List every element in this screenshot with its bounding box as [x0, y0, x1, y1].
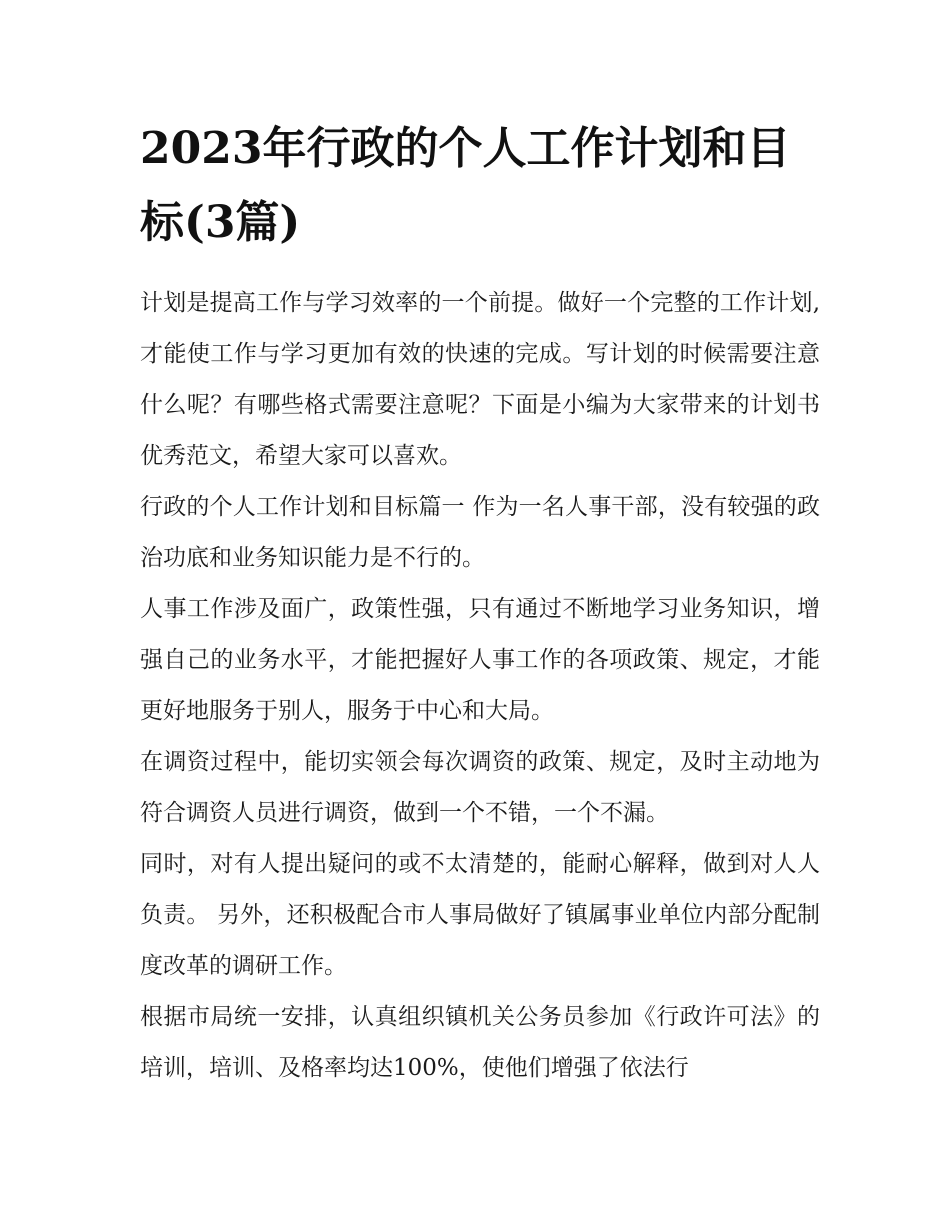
document-title: 2023年行政的个人工作计划和目标(3篇): [140, 123, 791, 248]
document-body: [140, 278, 820, 1094]
document-page: [140, 112, 820, 1094]
paragraph-salary-adjustment: 在调资过程中，能切实领会每次调资的政策、规定，及时主动地为符合调资人员进行调资，做到一个不错，一个不漏。: [140, 749, 820, 826]
paragraph-training: 根据市局统一安排，认真组织镇机关公务员参加《行政许可法》的培训，培训、及格率均达100%，使他们增强了依法行: [140, 1004, 820, 1081]
paragraph-personnel-work: 人事工作涉及面广，政策性强，只有通过不断地学习业务知识，增强自己的业务水平，才能把握好人事工作的各项政策、规定，才能更好地服务于别人，服务于中心和大局。: [140, 596, 820, 724]
paragraph-explanation: 同时，对有人提出疑问的或不太清楚的，能耐心解释，做到对人人负责。 另外，还积极配合市人事局做好了镇属事业单位内部分配制度改革的调研工作。: [140, 851, 820, 979]
paragraph-intro: 计划是提高工作与学习效率的一个前提。做好一个完整的工作计划,才能使工作与学习更加有效的快速的完成。写计划的时候需要注意什么呢？有哪些格式需要注意呢？下面是小编为大家带来的计划书优秀范文，希望大家可以喜欢。: [140, 290, 820, 469]
paragraph-section-one: 行政的个人工作计划和目标篇一 作为一名人事干部，没有较强的政治功底和业务知识能力是不行的。: [140, 494, 820, 571]
